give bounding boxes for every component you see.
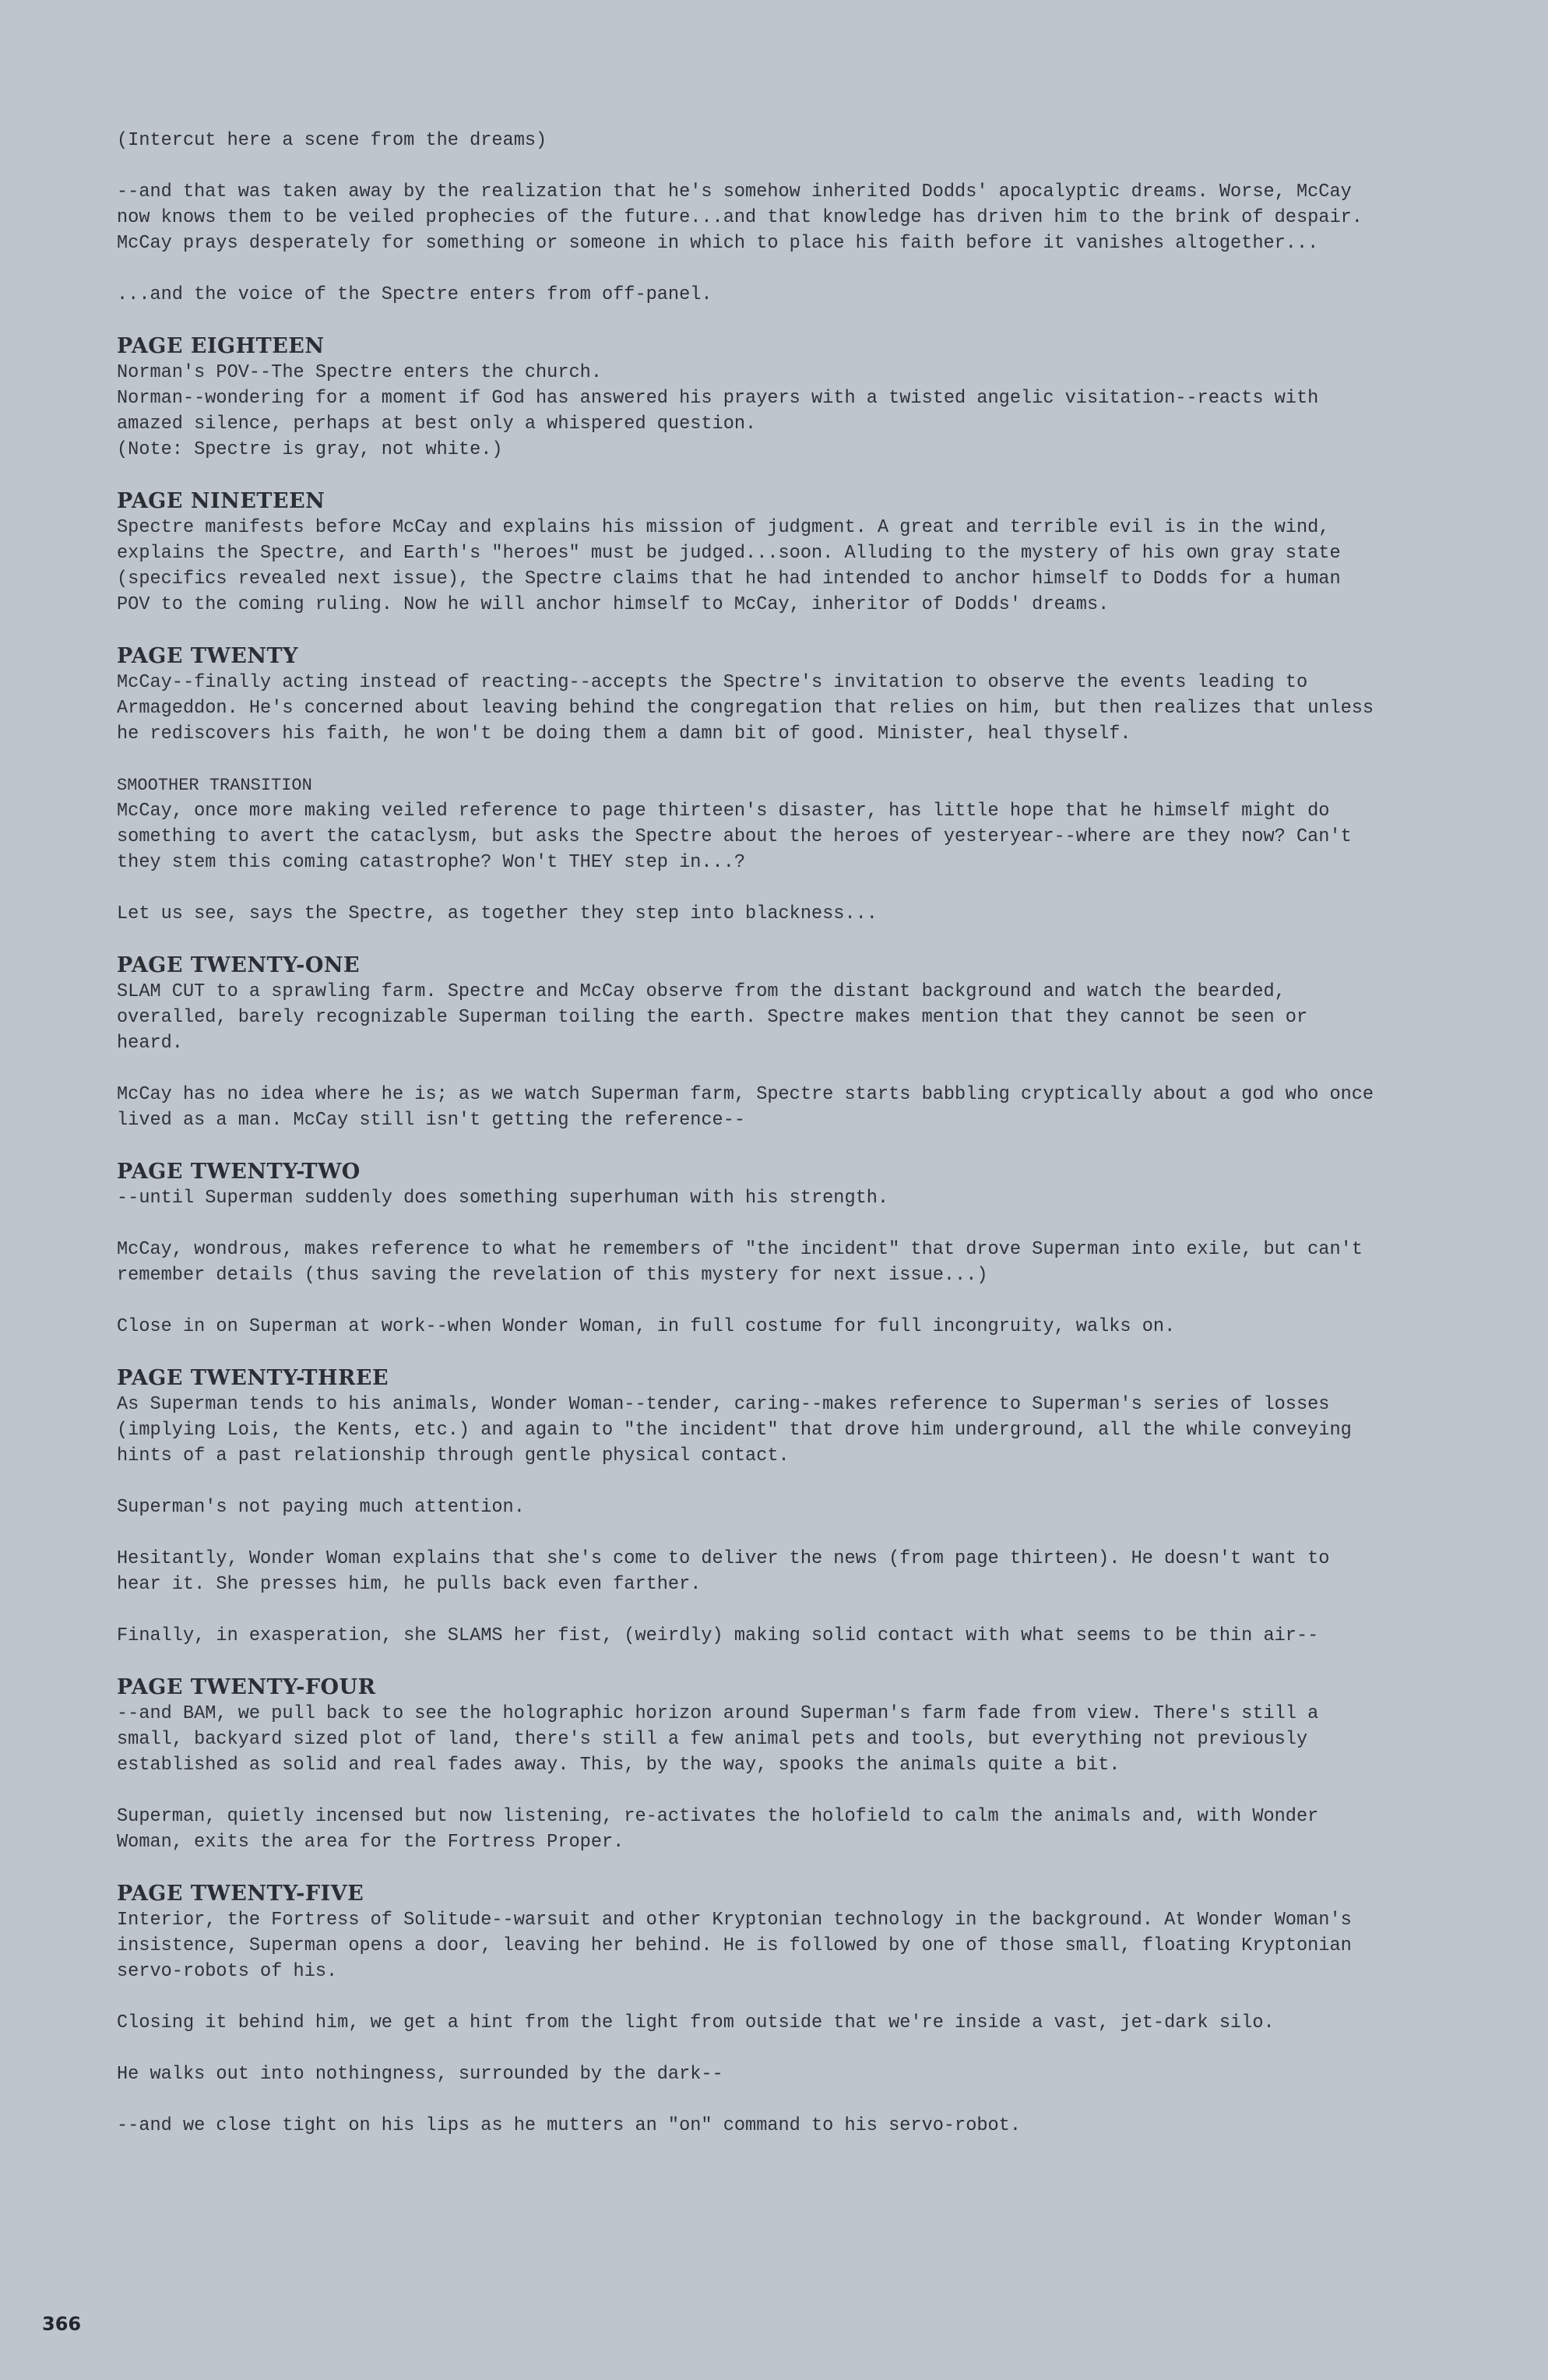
page-twenty-two-paragraph: McCay, wondrous, makes reference to what he remembers of "the incident" that drove Superman into exile, but can't remember details (thus saving the revelation of this mystery for next issue...) — [117, 1239, 1363, 1286]
page-eighteen-line: Norman--wondering for a moment if God has answered his prayers with a twisted angelic visitation--reacts with amazed silence, perhaps at best only a whispered question. — [117, 388, 1319, 435]
page-eighteen-body — [117, 360, 1378, 463]
page-twenty-one-heading: PAGE TWENTY-ONE — [117, 953, 361, 977]
page-twenty-three-paragraph: As Superman tends to his animals, Wonder Woman--tender, caring--makes reference to Superman's series of losses (implying Lois, the Kents, etc.) and again to "the incident" that drove him underground, all the while conveying hints of a past relationship through gentle physical contact. — [117, 1394, 1352, 1466]
page-twenty-three-paragraph: Finally, in exasperation, she SLAMS her fist, (weirdly) making solid contact with what seems to be thin air-- — [117, 1625, 1319, 1646]
page-twenty-five-paragraph: He walks out into nothingness, surrounded by the dark-- — [117, 2064, 723, 2085]
page-twenty-two-paragraph: Close in on Superman at work--when Wonder Woman, in full costume for full incongruity, walks on. — [117, 1316, 1176, 1337]
page-twenty-five-heading: PAGE TWENTY-FIVE — [117, 1882, 364, 1906]
page-twenty-three-heading: PAGE TWENTY-THREE — [117, 1366, 389, 1390]
page-twenty-paragraph: Let us see, says the Spectre, as together they step into blackness... — [117, 903, 878, 924]
page-twenty-paragraph: McCay--finally acting instead of reacting--accepts the Spectre's invitation to observe the events leading to Armageddon. He's concerned about leaving behind the congregation that relies on him, but then realizes that unless he rediscovers his faith, he won't be doing them a damn bit of good. Minister, heal thyself. — [117, 672, 1374, 745]
page-twenty-four-paragraph: --and BAM, we pull back to see the holographic horizon around Superman's farm fade from view. There's still a small, backyard sized plot of land, there's still a few animal pets and tools, but everything not previously established as solid and real fades away. This, by the way, spooks the animals quite a bit. — [117, 1703, 1319, 1776]
page-twenty-one-paragraph: SLAM CUT to a sprawling farm. Spectre and McCay observe from the distant background and watch the bearded, overalled, barely recognizable Superman toiling the earth. Spectre makes mention that they cannot be seen or heard. — [117, 981, 1308, 1054]
page-number: 366 — [42, 2313, 82, 2335]
page-twenty-heading: PAGE TWENTY — [117, 644, 298, 668]
page-twenty-five-paragraph: --and we close tight on his lips as he mutters an "on" command to his servo-robot. — [117, 2115, 1022, 2136]
page-twenty-two-paragraph: --until Superman suddenly does something superhuman with his strength. — [117, 1188, 889, 1209]
page-eighteen-note: (Note: Spectre is gray, not white.) — [117, 439, 503, 460]
page-twenty-three-paragraph: Hesitantly, Wonder Woman explains that she's come to deliver the news (from page thirteen). He doesn't want to hear it. She presses him, he pulls back even farther. — [117, 1548, 1330, 1595]
page-twenty-two-heading: PAGE TWENTY-TWO — [117, 1160, 361, 1184]
intro-paragraph: --and that was taken away by the realization that he's somehow inherited Dodds' apocalyptic dreams. Worse, McCay now knows them to be veiled prophecies of the future...and that knowledge has driven him to the brink of despair. McCay prays desperately for something or someone in which to place his faith before it vanishes altogether... — [117, 181, 1363, 254]
script-page — [117, 128, 1378, 2164]
intro-intercut: (Intercut here a scene from the dreams) — [117, 130, 547, 151]
intro-spectre-voice: ...and the voice of the Spectre enters from off-panel. — [117, 284, 712, 305]
page-eighteen-line: Norman's POV--The Spectre enters the church. — [117, 362, 602, 383]
page-nineteen-heading: PAGE NINETEEN — [117, 489, 325, 513]
page-twenty-five-paragraph: Interior, the Fortress of Solitude--warsuit and other Kryptonian technology in the background. At Wonder Woman's insistence, Superman opens a door, leaving her behind. He is followed by one of those small, floating Kryptonian servo-robots of his. — [117, 1910, 1352, 1982]
page-twenty-four-heading: PAGE TWENTY-FOUR — [117, 1675, 376, 1699]
page-nineteen-paragraph: Spectre manifests before McCay and explains his mission of judgment. A great and terrible evil is in the wind, explains the Spectre, and Earth's "heroes" must be judged...soon. Alluding to the mystery of his own gray state (specifics revealed next issue), the Spectre claims that he had intended to anchor himself to Dodds for a human POV to the coming ruling. Now he will anchor himself to McCay, inheritor of Dodds' dreams. — [117, 517, 1341, 615]
page-eighteen-heading: PAGE EIGHTEEN — [117, 334, 325, 358]
page-twenty-four-paragraph: Superman, quietly incensed but now listening, re-activates the holofield to calm the animals and, with Wonder Woman, exits the area for the Fortress Proper. — [117, 1806, 1319, 1853]
page-twenty-three-paragraph: Superman's not paying much attention. — [117, 1497, 525, 1518]
page-twenty-paragraph: McCay, once more making veiled reference to page thirteen's disaster, has little hope that he himself might do something to avert the cataclysm, but asks the Spectre about the heroes of yesteryear--where are they now? Can't they stem this coming catastrophe? Won't THEY step in...? — [117, 801, 1352, 873]
smoother-transition-label: SMOOTHER TRANSITION — [117, 776, 312, 795]
page-twenty-one-paragraph: McCay has no idea where he is; as we watch Superman farm, Spectre starts babbling cryptically about a god who once lived as a man. McCay still isn't getting the reference-- — [117, 1084, 1374, 1131]
page-twenty-five-paragraph: Closing it behind him, we get a hint from the light from outside that we're inside a vast, jet-dark silo. — [117, 2012, 1275, 2033]
